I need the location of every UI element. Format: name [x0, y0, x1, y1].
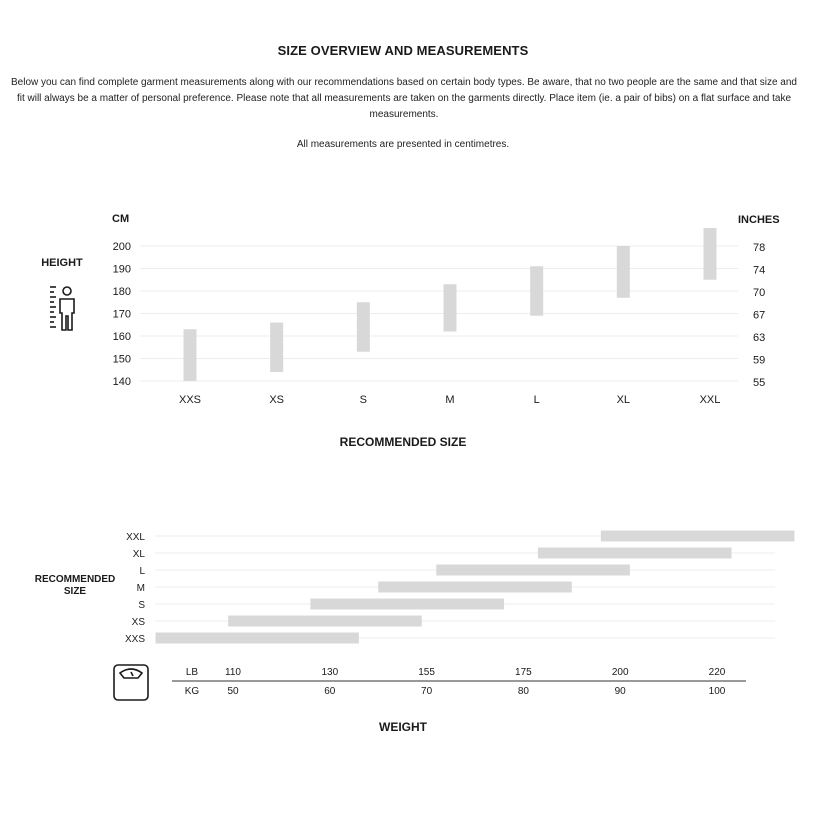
person-height-icon	[50, 287, 74, 330]
weight-kg-tick: 60	[324, 686, 336, 697]
height-inch-tick: 63	[753, 332, 766, 344]
weight-kg-tick: 70	[421, 686, 433, 697]
height-inch-tick: 67	[753, 309, 766, 322]
weight-category-label: L	[139, 566, 145, 577]
weight-bar-xxs	[156, 633, 359, 644]
height-bar-xl	[617, 246, 630, 298]
weight-kg-tick: 80	[517, 686, 529, 697]
weight-lb-tick: 220	[708, 667, 726, 678]
height-categories	[179, 394, 720, 406]
height-cm-tick: 200	[112, 241, 131, 253]
weight-ticks	[225, 667, 726, 697]
height-bar-m	[444, 284, 457, 331]
height-inch-tick: 55	[753, 377, 766, 389]
weight-category-label: S	[138, 600, 145, 611]
height-bar-xxl	[704, 228, 717, 280]
height-cm-tick: 170	[112, 308, 131, 321]
weight-bar-l	[436, 565, 630, 576]
height-category-label: XXS	[178, 394, 202, 406]
weight-side-label-line1: RECOMMENDED	[34, 574, 116, 585]
weight-kg-tick: 50	[227, 686, 239, 697]
weight-lb-tick: 110	[225, 667, 241, 678]
weight-lb-tick: 155	[418, 667, 435, 678]
height-cm-tick: 190	[112, 263, 131, 276]
height-bar-s	[357, 302, 370, 352]
height-cm-tick: 180	[112, 286, 131, 298]
cm-axis-label: CM	[112, 213, 130, 225]
weight-category-label: XL	[132, 549, 145, 560]
weight-bar-s	[310, 599, 504, 610]
height-category-label: M	[445, 394, 455, 406]
weight-axis-label: WEIGHT	[379, 720, 427, 734]
height-grid	[140, 246, 738, 381]
weight-lb-tick: 200	[611, 667, 629, 678]
height-category-label: XL	[616, 394, 631, 406]
weight-bar-xxl	[601, 531, 795, 542]
height-category-label: XS	[269, 394, 285, 406]
weight-category-label: XXS	[124, 634, 145, 645]
intro-text: Below you can find complete garment measurements along with our recommendations based on certain body types. Be aware, that no two people are the same and that size and fit will always be a matter of personal preference. Please note that all measurements are taken on the garments directly. Place item (ie. a pair of bibs) on a flat surface and take measurements.	[10, 77, 797, 120]
height-inch-tick: 74	[753, 264, 766, 277]
page-title: SIZE OVERVIEW AND MEASUREMENTS	[277, 43, 529, 58]
weight-bar-xl	[538, 548, 732, 559]
height-ticks	[113, 241, 766, 389]
kg-unit-label: KG	[184, 686, 200, 697]
scale-icon	[114, 665, 148, 700]
height-cm-tick: 150	[112, 353, 131, 366]
height-inch-tick: 59	[753, 354, 766, 367]
height-inch-tick: 70	[753, 287, 766, 299]
weight-bars	[156, 531, 795, 644]
weight-grid	[155, 536, 775, 638]
height-category-label: L	[533, 394, 540, 406]
height-bar-l	[530, 266, 543, 316]
weight-lb-tick: 130	[321, 667, 339, 678]
recommended-size-label: RECOMMENDED SIZE	[339, 435, 467, 449]
lb-unit-label: LB	[185, 667, 199, 678]
height-category-label: S	[359, 394, 368, 406]
height-category-label: XXL	[699, 394, 721, 406]
height-bar-xs	[270, 323, 283, 373]
height-bar-xxs	[184, 329, 197, 381]
weight-bar-xs	[228, 616, 422, 627]
inches-axis-label: INCHES	[738, 214, 780, 226]
height-side-label: HEIGHT	[41, 257, 83, 269]
weight-categories	[125, 532, 145, 645]
weight-category-label: M	[136, 583, 145, 594]
weight-bar-m	[378, 582, 572, 593]
weight-category-label: XXL	[126, 532, 145, 543]
height-inch-tick: 78	[753, 242, 766, 254]
height-cm-tick: 160	[112, 331, 131, 343]
weight-kg-tick: 90	[614, 686, 626, 697]
weight-kg-tick: 100	[708, 686, 726, 697]
height-cm-tick: 140	[112, 376, 131, 388]
weight-category-label: XS	[131, 617, 145, 628]
weight-side-label-line2: SIZE	[63, 586, 87, 597]
weight-lb-tick: 175	[515, 667, 532, 678]
units-note: All measurements are presented in centimetres.	[296, 139, 510, 150]
